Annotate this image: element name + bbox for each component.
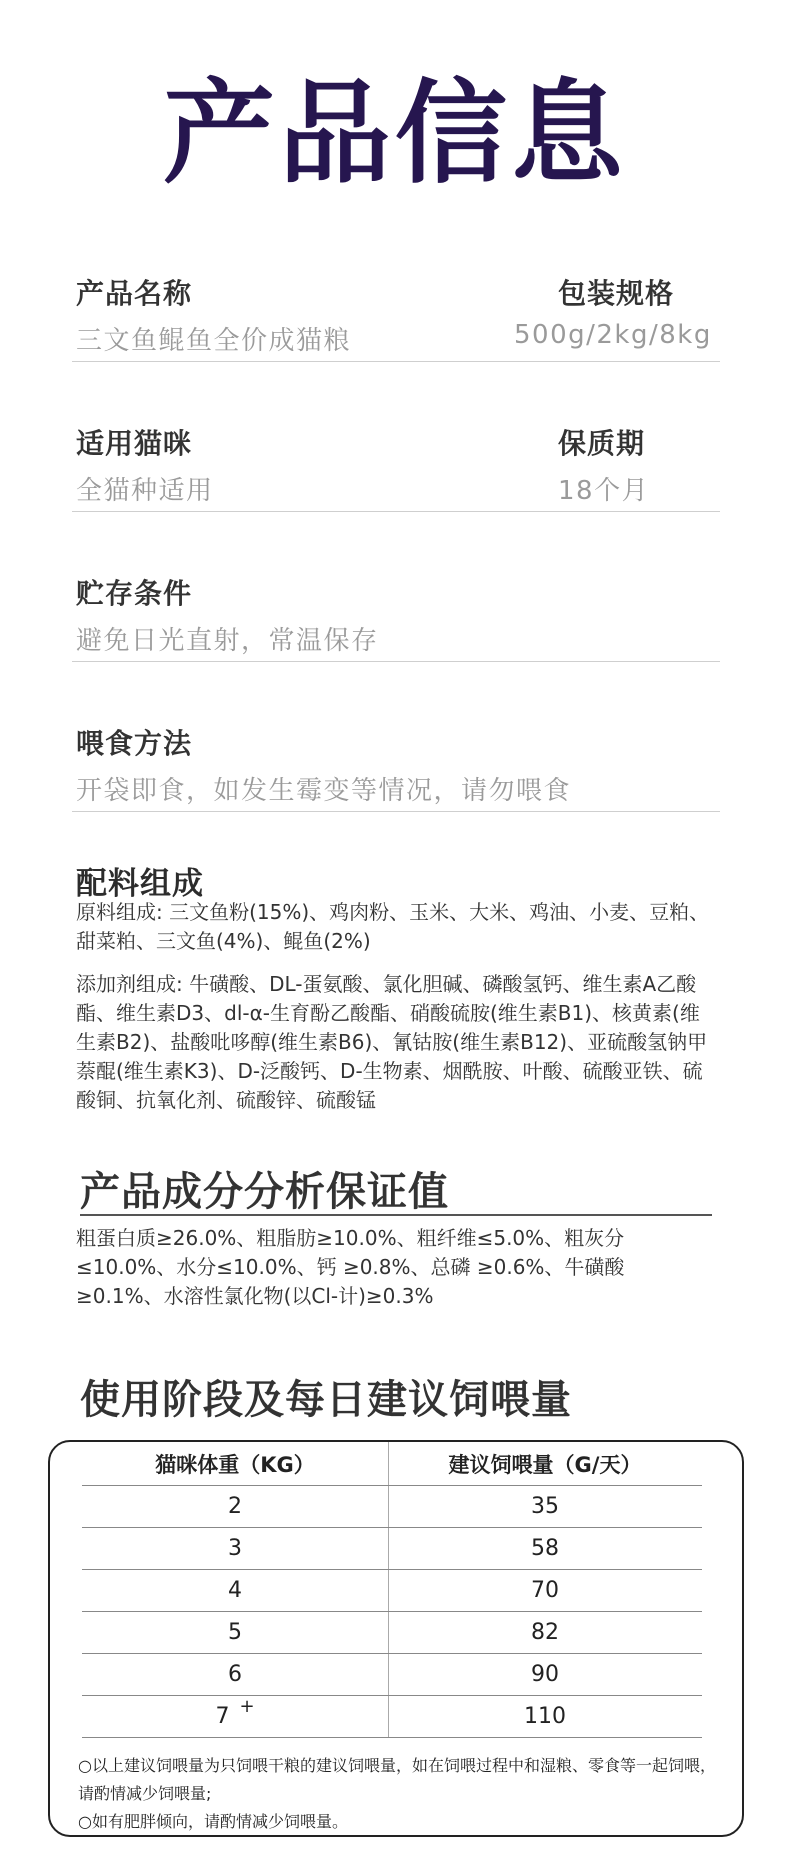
table-row xyxy=(82,1612,702,1654)
ingredients-additives: 添加剂组成: 牛磺酸、DL-蛋氨酸、氯化胆碱、磷酸氢钙、维生素A乙酸酯、维生素D3、dl-α-生育酚乙酸酯、硝酸硫胺(维生素B1)、核黄素(维生素B2)、盐酸吡哆醇(维生素B6)、氰钴胺(维生素B12)、亚硫酸氢钠甲萘醌(维生素K3)、D-泛酸钙、D-生物素、烟酰胺、叶酸、硫酸亚铁、硫酸铜、抗氧化剂、硫酸锌、硫酸锰 xyxy=(76,972,708,1112)
table-row xyxy=(82,1486,702,1528)
feeding-method-value: 开袋即食，如发生霉变等情况，请勿喂食 xyxy=(76,776,572,806)
plus-mark: + xyxy=(239,1696,255,1717)
feeding-note-2: ○如有肥胖倾向，请酌情减少饲喂量。 xyxy=(78,1812,348,1831)
weight-cell: 3 xyxy=(228,1536,242,1561)
amount-cell: 110 xyxy=(524,1704,566,1729)
page-title: 产品信息 xyxy=(163,69,627,199)
amount-cell: 58 xyxy=(531,1536,559,1561)
info-row-feeding-method xyxy=(72,718,720,812)
amount-cell: 35 xyxy=(531,1494,559,1519)
package-label: 包装规格 xyxy=(558,277,675,310)
amount-cell: 70 xyxy=(531,1578,559,1603)
table-row xyxy=(82,1528,702,1570)
feeding-table xyxy=(82,1442,702,1738)
info-row-name-package xyxy=(72,268,720,362)
weight-cell: 6 xyxy=(228,1662,242,1687)
feeding-method-label: 喂食方法 xyxy=(76,727,193,760)
weight-cell: 5 xyxy=(228,1620,242,1645)
table-row xyxy=(82,1654,702,1696)
col-weight-header: 猫咪体重（KG） xyxy=(155,1452,315,1477)
storage-value: 避免日光直射，常温保存 xyxy=(76,626,379,656)
product-name-value: 三文鱼鲲鱼全价成猫粮 xyxy=(76,326,352,356)
weight-cell: 7 xyxy=(215,1704,230,1729)
analysis-text: 粗蛋白质≥26.0%、粗脂肪≥10.0%、粗纤维≤5.0%、粗灰分≤10.0%、水分≤10.0%、钙 ≥0.8%、总磷 ≥0.6%、牛磺酸 ≥0.1%、水溶性氯化物(以Cl-计)≥0.3% xyxy=(76,1226,625,1308)
package-value: 500g/2kg/8kg xyxy=(514,320,712,350)
product-name-label: 产品名称 xyxy=(76,277,193,310)
feeding-note-1: ○以上建议饲喂量为只饲喂干粮的建议饲喂量，如在饲喂过程中和湿粮、零食等一起饲喂，请酌情减少饲喂量; xyxy=(78,1756,716,1803)
suitable-label: 适用猫咪 xyxy=(76,427,193,460)
amount-cell: 82 xyxy=(531,1620,559,1645)
shelf-life-label: 保质期 xyxy=(558,427,646,460)
info-row-suitable-shelf xyxy=(72,418,720,512)
table-row xyxy=(82,1696,702,1738)
shelf-life-value: 18个月 xyxy=(558,476,650,506)
weight-cell-group xyxy=(82,1696,388,1737)
amount-cell: 90 xyxy=(531,1662,559,1687)
feeding-notes xyxy=(78,1752,728,1836)
storage-label: 贮存条件 xyxy=(76,577,193,610)
suitable-value: 全猫种适用 xyxy=(76,476,214,506)
weight-cell: 4 xyxy=(228,1578,242,1603)
ingredients-raw: 原料组成: 三文鱼粉(15%)、鸡肉粉、玉米、大米、鸡油、小麦、豆粕、甜菜粕、三文鱼(4%)、鲲鱼(2%) xyxy=(76,900,710,953)
table-row xyxy=(82,1570,702,1612)
ingredients-heading: 配料组成 xyxy=(76,866,204,902)
analysis-heading: 产品成分分析保证值 xyxy=(80,1169,449,1215)
col-amount-header: 建议饲喂量（G/天） xyxy=(448,1452,642,1477)
feeding-table-box xyxy=(48,1440,744,1837)
info-row-storage xyxy=(72,568,720,662)
feeding-heading: 使用阶段及每日建议饲喂量 xyxy=(80,1377,572,1423)
feeding-table-header xyxy=(82,1442,702,1486)
analysis-divider xyxy=(80,1214,712,1216)
weight-cell: 2 xyxy=(228,1494,242,1519)
